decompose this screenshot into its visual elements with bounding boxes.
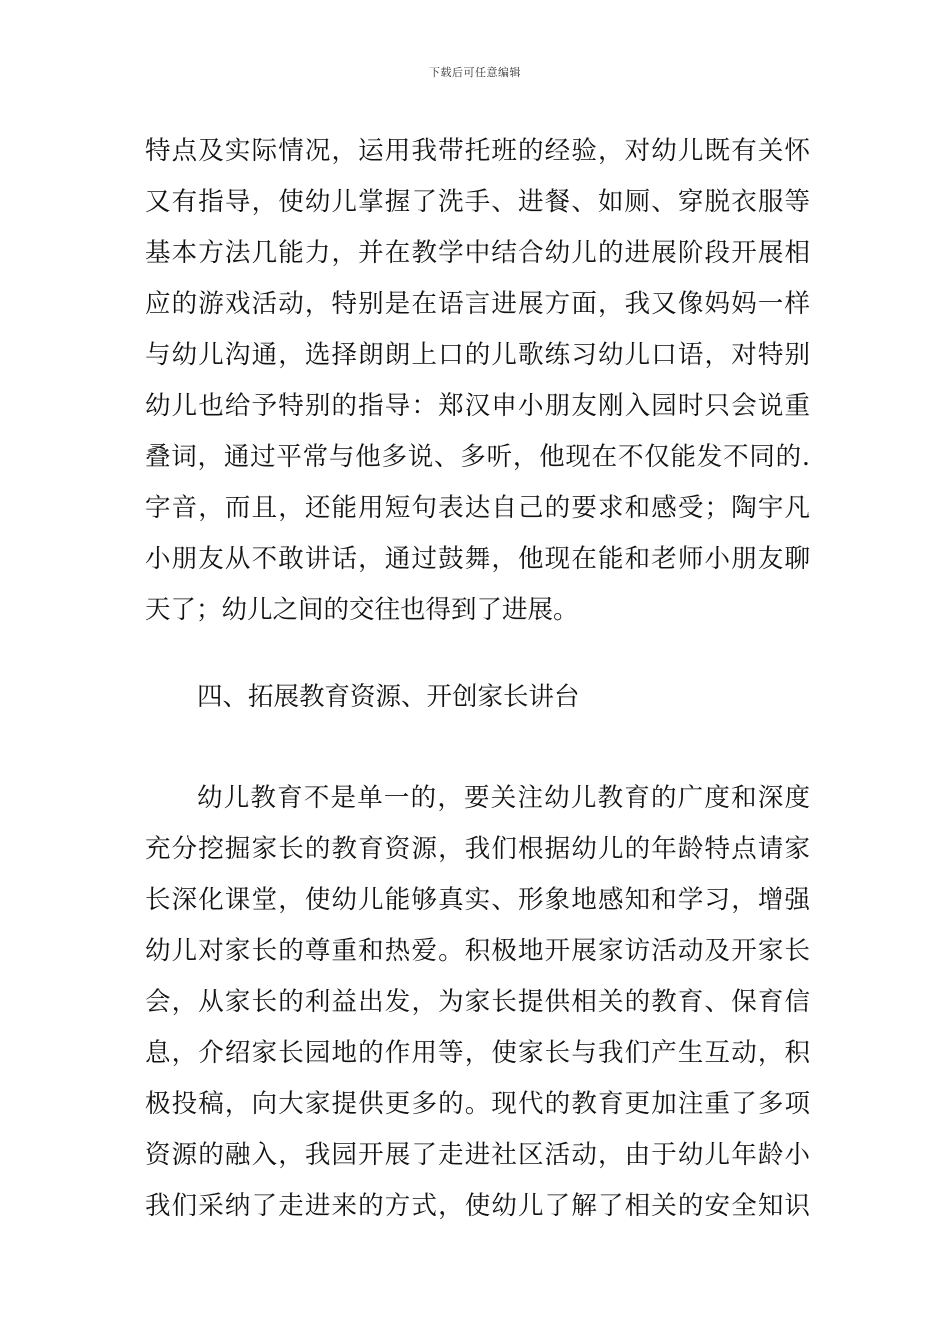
paragraph-line: 幼儿对家长的尊重和热爱。积极地开展家访活动及开家长 <box>145 936 810 966</box>
paragraph-2 <box>145 773 810 1232</box>
paragraph-line: 长深化课堂，使幼儿能够真实、形象地感知和学习，增强 <box>145 885 810 915</box>
paragraph-line: 幼儿也给予特别的指导：郑汉申小朋友刚入园时只会说重 <box>145 391 810 421</box>
paragraph-1 <box>145 126 810 636</box>
paragraph-line: 与幼儿沟通，选择朗朗上口的儿歌练习幼儿口语，对特别 <box>145 340 810 370</box>
paragraph-line: 充分挖掘家长的教育资源，我们根据幼儿的年龄特点请家 <box>145 834 810 864</box>
page-header: 下载后可任意编辑 <box>429 66 521 79</box>
paragraph-line: 又有指导，使幼儿掌握了洗手、进餐、如厕、穿脱衣服等 <box>145 187 810 217</box>
paragraph-line: 天了；幼儿之间的交往也得到了进展。 <box>145 595 579 625</box>
paragraph-line: 小朋友从不敢讲话，通过鼓舞，他现在能和老师小朋友聊 <box>145 544 810 574</box>
paragraph-line: 幼儿教育不是单一的，要关注幼儿教育的广度和深度 <box>197 783 810 813</box>
paragraph-line: 会，从家长的利益出发，为家长提供相关的教育、保育信 <box>145 987 810 1017</box>
paragraph-line: 资源的融入，我园开展了走进社区活动，由于幼儿年龄小 <box>145 1140 810 1170</box>
section-heading: 四、拓展教育资源、开创家长讲台 <box>197 682 580 712</box>
paragraph-line: 息，介绍家长园地的作用等，使家长与我们产生互动，积 <box>145 1038 810 1068</box>
paragraph-line: 应的游戏活动，特别是在语言进展方面，我又像妈妈一样 <box>145 289 810 319</box>
paragraph-line: 特点及实际情况，运用我带托班的经验，对幼儿既有关怀 <box>145 136 810 166</box>
paragraph-line: 基本方法几能力，并在教学中结合幼儿的进展阶段开展相 <box>145 238 810 268</box>
paragraph-line: 我们采纳了走进来的方式，使幼儿了解了相关的安全知识 <box>145 1191 810 1221</box>
paragraph-line: 字音，而且，还能用短句表达自己的要求和感受；陶宇凡 <box>145 493 810 523</box>
paragraph-line: 叠词，通过平常与他多说、多听，他现在不仅能发不同的. <box>145 442 810 472</box>
paragraph-line: 极投稿，向大家提供更多的。现代的教育更加注重了多项 <box>145 1089 810 1119</box>
